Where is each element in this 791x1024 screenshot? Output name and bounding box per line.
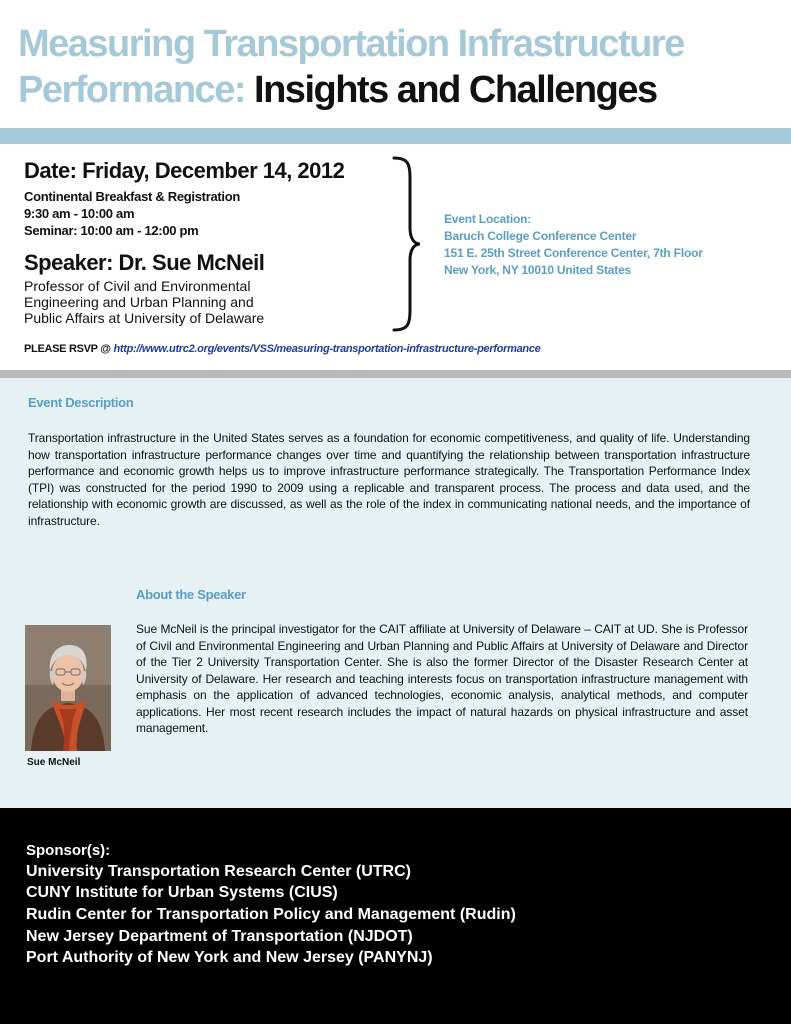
section-divider xyxy=(0,370,791,378)
location-label: Event Location: xyxy=(444,212,532,226)
speaker-title-line: Professor of Civil and Environmental xyxy=(24,278,251,294)
location-address: 151 E. 25th Street Conference Center, 7th Floor xyxy=(444,246,703,260)
title-text-dark: Insights and Challenges xyxy=(244,69,657,111)
about-speaker-text: Sue McNeil is the principal investigator for the CAIT affiliate at University of Delaware – CAIT at UD. She is Professor of Civil and Environmental Engineering and Urban Planning and Public Affairs at University of Delaware and Director of the Tier 2 University Transportation Center. She is also the former Director of the Disaster Research Center at University of Delaware. Her research and teaching interests focus on transportation infrastructure management with emphasis on the application of advanced technologies, economic analysis, analytical methods, and computer applications. Her most recent research includes the impact of natural hazards on physical infrastructure and asset management. xyxy=(136,622,748,735)
sponsor-item: Rudin Center for Transportation Policy and Management (Rudin) xyxy=(26,906,516,923)
event-description-heading: Event Description xyxy=(28,395,134,410)
schedule-line: Continental Breakfast & Registration xyxy=(24,189,241,204)
schedule-line: 9:30 am - 10:00 am xyxy=(24,206,135,221)
title-text-light: Measuring Transportation Infrastructure xyxy=(18,23,684,65)
rsvp-link[interactable]: http://www.utrc2.org/events/VSS/measuring-transportation-infrastructure-performance xyxy=(113,343,541,355)
title-accent-band xyxy=(0,128,791,144)
schedule-line: Seminar: 10:00 am - 12:00 pm xyxy=(24,223,199,238)
sponsor-item: New Jersey Department of Transportation (NJDOT) xyxy=(26,928,413,945)
rsvp-label: PLEASE RSVP @ xyxy=(24,343,114,355)
sponsor-item: Port Authority of New York and New Jersey (PANYNJ) xyxy=(26,949,433,966)
title-text-light-2: Performance: xyxy=(18,69,245,111)
title-line-2 xyxy=(18,68,657,112)
about-speaker-heading: About the Speaker xyxy=(136,587,246,602)
sponsor-item: University Transportation Research Center (UTRC) xyxy=(26,863,411,880)
event-date-heading: Date: Friday, December 14, 2012 xyxy=(24,158,345,183)
event-description-text: Transportation infrastructure in the United States serves as a foundation for economic competitiveness, and quality of life. Understanding how transportation infrastructure performance changes over time and quantifying the relationship between transportation infrastructure performance and economic growth helps us to improve infrastructure performance strategically. The Transportation Performance Index (TPI) was constructed for the period 1990 to 2009 using a replicable and transparent process. The process and data used, and the relationship with economic growth are discussed, as well as the role of the index in communicating national needs, and the importance of infrastructure. xyxy=(28,431,750,528)
speaker-portrait-icon xyxy=(25,625,111,751)
photo-caption: Sue McNeil xyxy=(27,757,81,768)
rsvp-line xyxy=(24,343,540,355)
speaker-heading: Speaker: Dr. Sue McNeil xyxy=(24,250,265,275)
speaker-title-line: Public Affairs at University of Delaware xyxy=(24,310,265,326)
speaker-photo xyxy=(25,625,111,751)
speaker-title-line: Engineering and Urban Planning and xyxy=(24,294,254,310)
sponsors-heading: Sponsor(s): xyxy=(26,842,111,859)
title-line-1 xyxy=(18,22,684,66)
sponsor-item: CUNY Institute for Urban Systems (CIUS) xyxy=(26,884,338,901)
location-city: New York, NY 10010 United States xyxy=(444,263,632,277)
curly-brace-icon xyxy=(392,156,422,332)
location-venue: Baruch College Conference Center xyxy=(444,229,637,243)
